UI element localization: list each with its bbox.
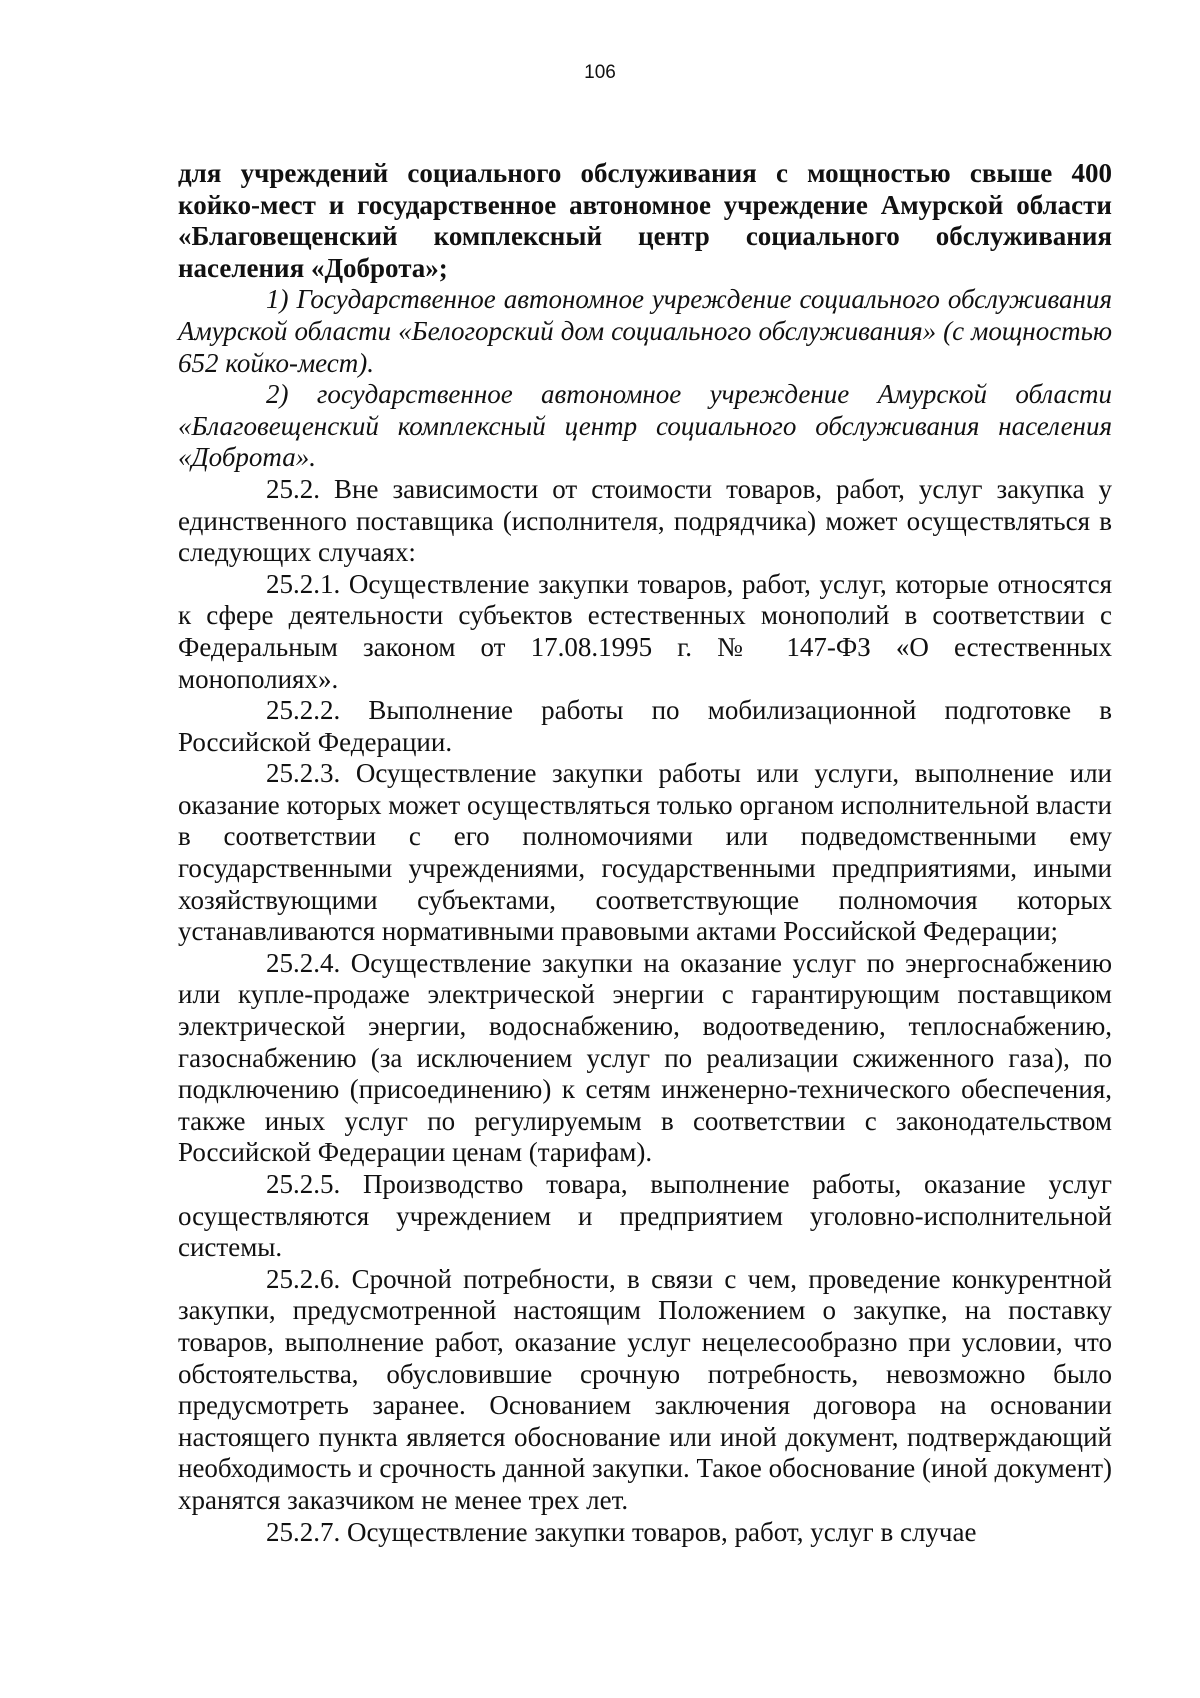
paragraph-bold-intro: для учреждений социального обслуживания с мощностью свыше 400 койко-мест и государственное автономное учреждение Амурской области «Благовещенский комплексный центр социального обслуживания населения «Доброта»;	[178, 158, 1112, 283]
paragraph-25-2: 25.2. Вне зависимости от стоимости товаров, работ, услуг закупка у единственного поставщика (исполнителя, подрядчика) может осуществляться в следующих случаях:	[178, 473, 1112, 568]
paragraph-25-2-3: 25.2.3. Осуществление закупки работы или услуги, выполнение или оказание которых может осуществляться только органом исполнительной власти в соответствии с его полномочиями или подведомственными ему государственными учреждениями, государственными предприятиями, иными хозяйствующими субъектами, соответствующие полномочия которых устанавливаются нормативными правовыми актами Российской Федерации;	[178, 758, 1112, 947]
paragraph-25-2-7: 25.2.7. Осуществление закупки товаров, работ, услуг в случае	[266, 1516, 977, 1547]
paragraph-25-2-4: 25.2.4. Осуществление закупки на оказание услуг по энергоснабжению или купле-продаже электрической энергии с гарантирующим поставщиком электрической энергии, водоснабжению, водоотведению, теплоснабжению, газоснабжению (за исключением услуг по реализации сжиженного газа), по подключению (присоединению) к сетям инженерно-технического обеспечения, также иных услуг по регулируемым в соответствии с законодательством Российской Федерации ценам (тарифам).	[178, 947, 1112, 1168]
document-body	[178, 158, 1112, 1548]
page-number: 106	[584, 62, 616, 83]
paragraph-25-2-6: 25.2.6. Срочной потребности, в связи с чем, проведение конкурентной закупки, предусмотренной настоящим Положением о закупке, на поставку товаров, выполнение работ, оказание услуг нецелесообразно при условии, что обстоятельства, обусловившие срочную потребность, невозможно было предусмотреть заранее. Основанием заключения договора на основании настоящего пункта является обоснование или иной документ, подтверждающий необходимость и срочность данной закупки. Такое обоснование (иной документ) хранятся заказчиком не менее трех лет.	[178, 1263, 1112, 1515]
paragraph-item-1: 1) Государственное автономное учреждение социального обслуживания Амурской области «Белогорский дом социального обслуживания» (с мощностью 652 койко-мест).	[178, 284, 1112, 378]
paragraph-25-2-2: 25.2.2. Выполнение работы по мобилизационной подготовке в Российской Федерации.	[178, 695, 1112, 757]
paragraph-25-2-5: 25.2.5. Производство товара, выполнение работы, оказание услуг осуществляются учреждением и предприятием уголовно-исполнительной системы.	[178, 1169, 1112, 1263]
paragraph-25-2-1: 25.2.1. Осуществление закупки товаров, работ, услуг, которые относятся к сфере деятельности субъектов естественных монополий в соответствии с Федеральным законом от 17.08.1995 г. № 147-ФЗ «О естественных монополиях».	[178, 568, 1112, 694]
paragraph-item-2: 2) государственное автономное учреждение Амурской области «Благовещенский комплексный центр социального обслуживания населения «Доброта».	[178, 379, 1112, 473]
